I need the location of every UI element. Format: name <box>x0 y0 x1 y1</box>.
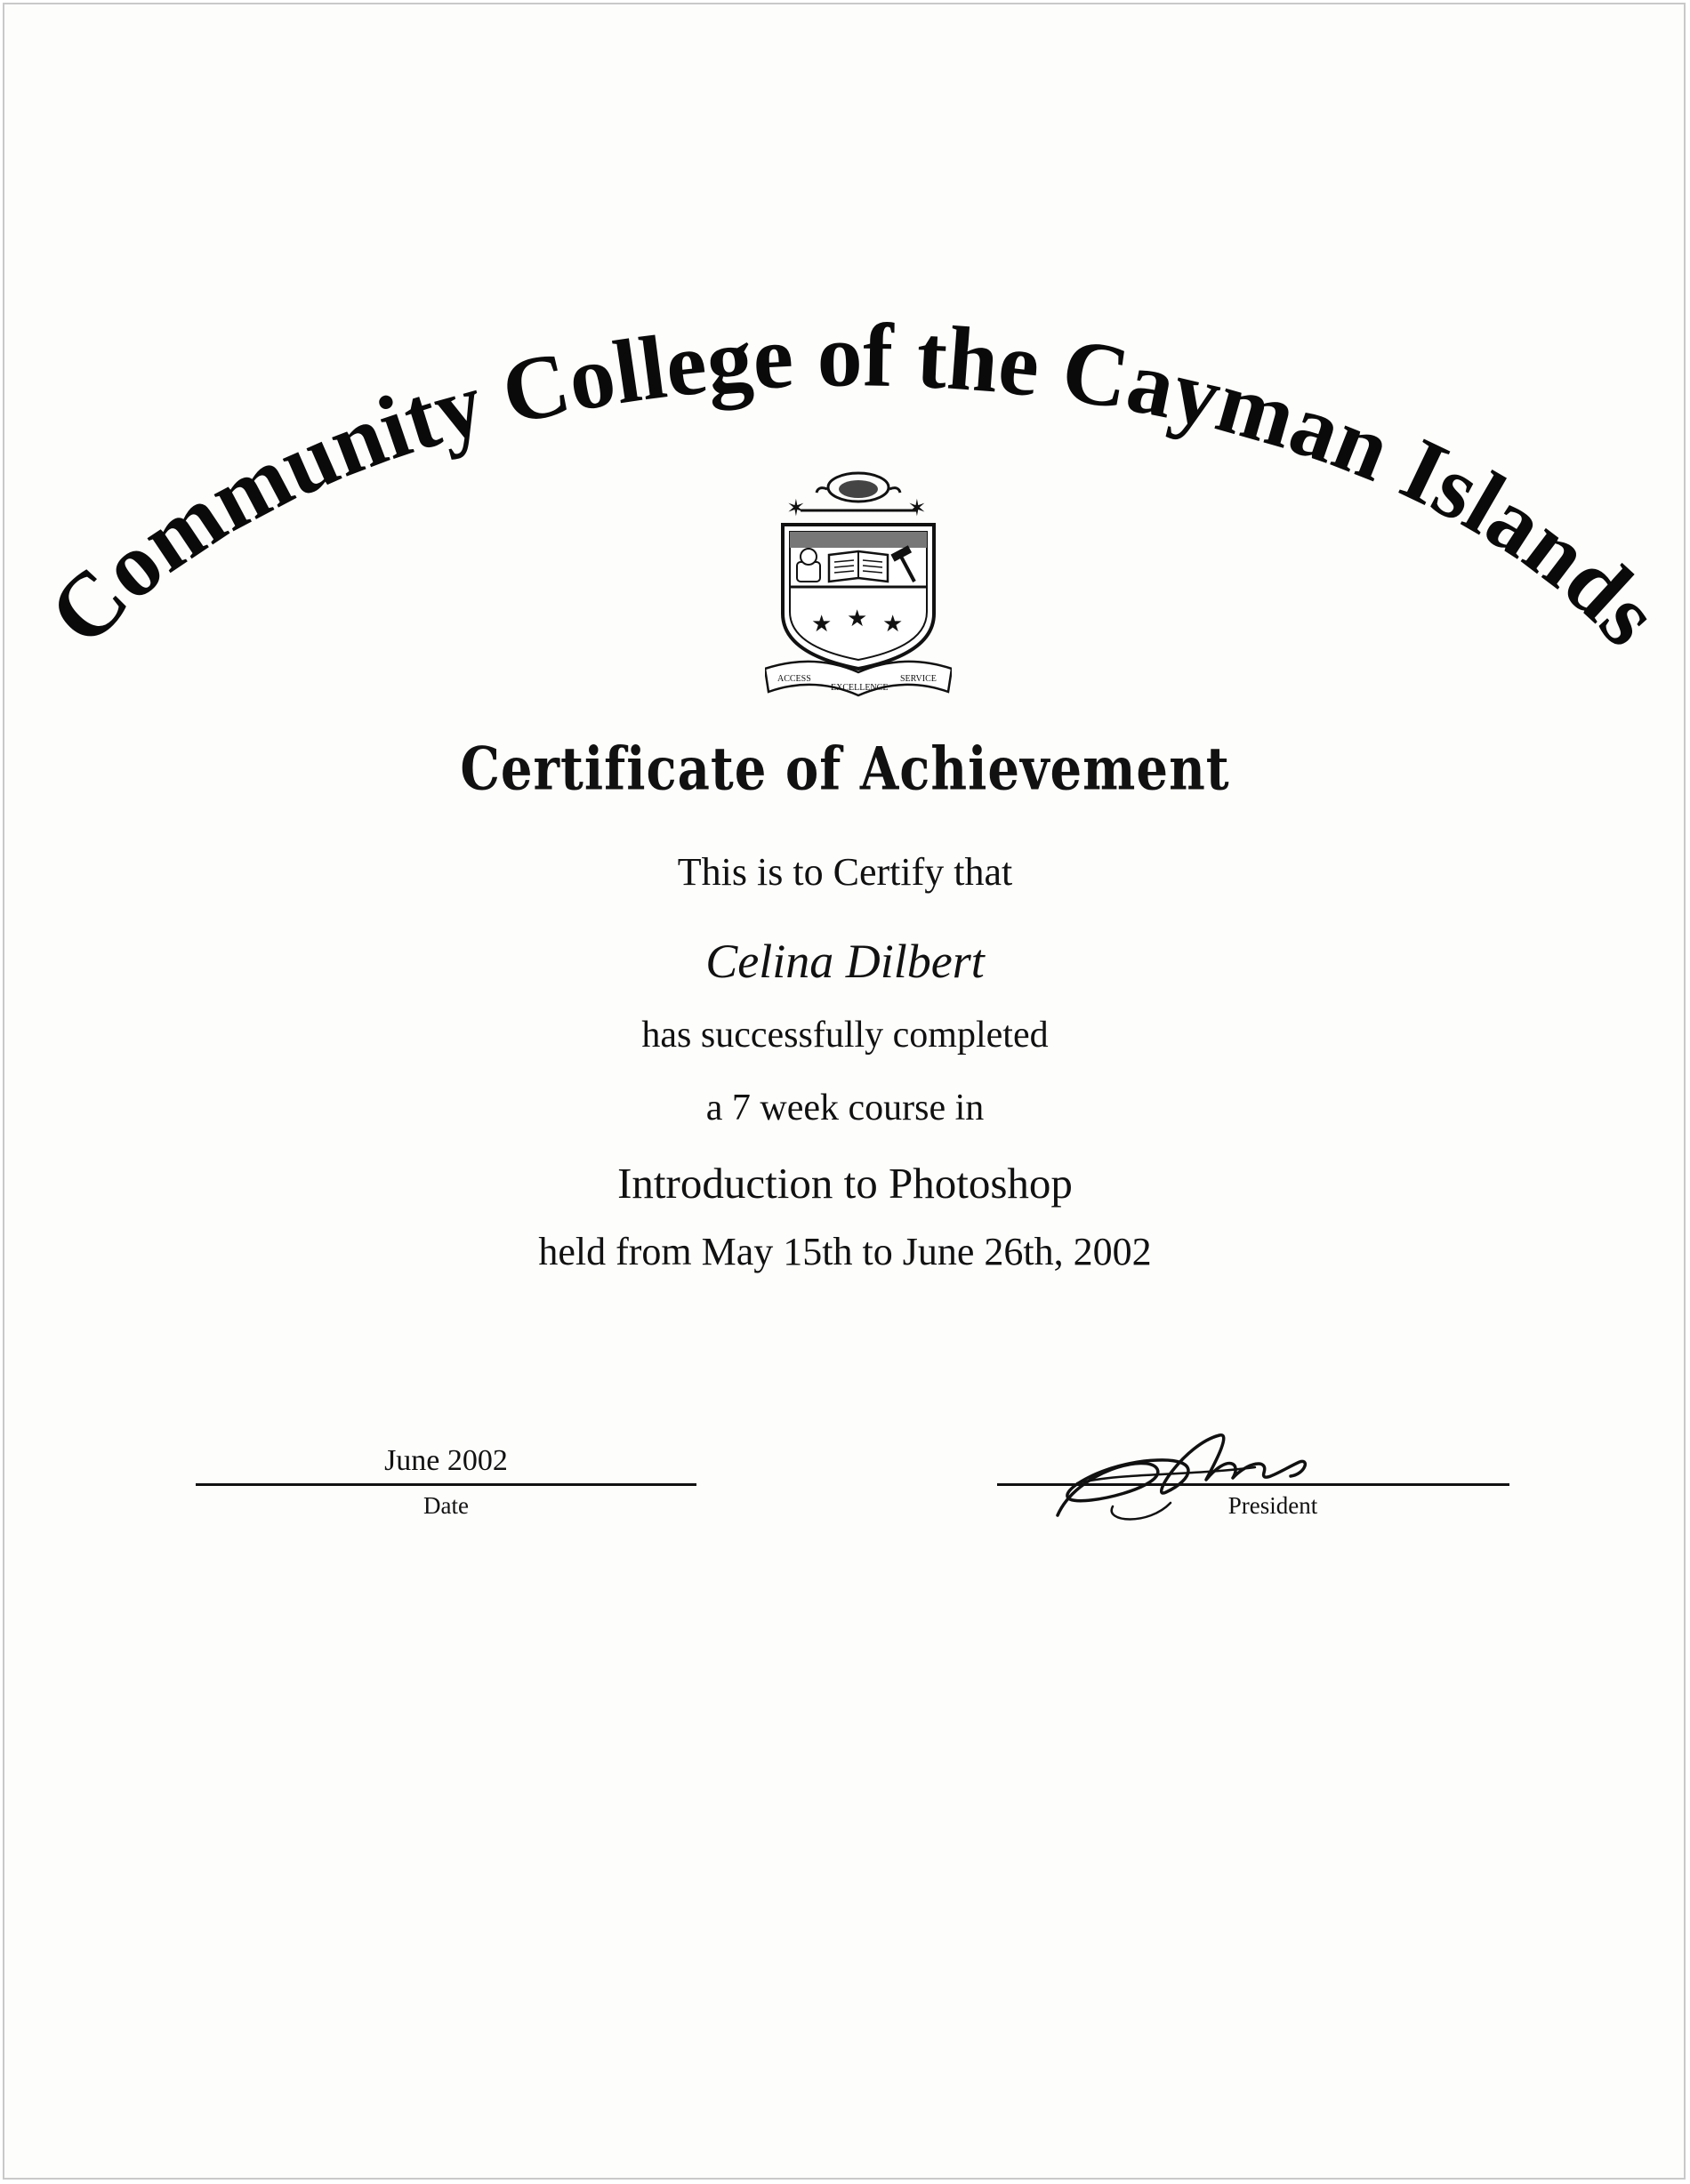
svg-text:✶: ✶ <box>786 495 806 522</box>
course-name: Introduction to Photoshop <box>617 1159 1073 1208</box>
president-rule <box>997 1483 1509 1486</box>
certify-line: This is to Certify that <box>677 850 1013 894</box>
recipient-name: Celina Dilbert <box>705 935 985 988</box>
svg-text:★: ★ <box>847 606 868 632</box>
svg-text:✶: ✶ <box>907 495 927 522</box>
certificate-title: Certificate of Achievement <box>460 735 1230 804</box>
date-rule <box>196 1483 696 1486</box>
institution-name: Community College of the Cayman Islands <box>29 305 1679 665</box>
college-crest-icon <box>765 462 952 703</box>
crest-motto-service: SERVICE <box>900 674 937 684</box>
crest-motto-excellence: EXCELLENCE <box>831 683 889 693</box>
svg-text:★: ★ <box>811 611 833 638</box>
completed-line: has successfully completed <box>641 1015 1049 1056</box>
president-label: President <box>1227 1492 1318 1519</box>
course-length-line: a 7 week course in <box>705 1088 985 1128</box>
course-dates-line: held from May 15th to June 26th, 2002 <box>538 1230 1152 1273</box>
date-value: June 2002 <box>384 1444 508 1477</box>
date-label: Date <box>423 1492 469 1519</box>
svg-text:★: ★ <box>882 611 904 638</box>
crest-motto-access: ACCESS <box>777 674 811 684</box>
